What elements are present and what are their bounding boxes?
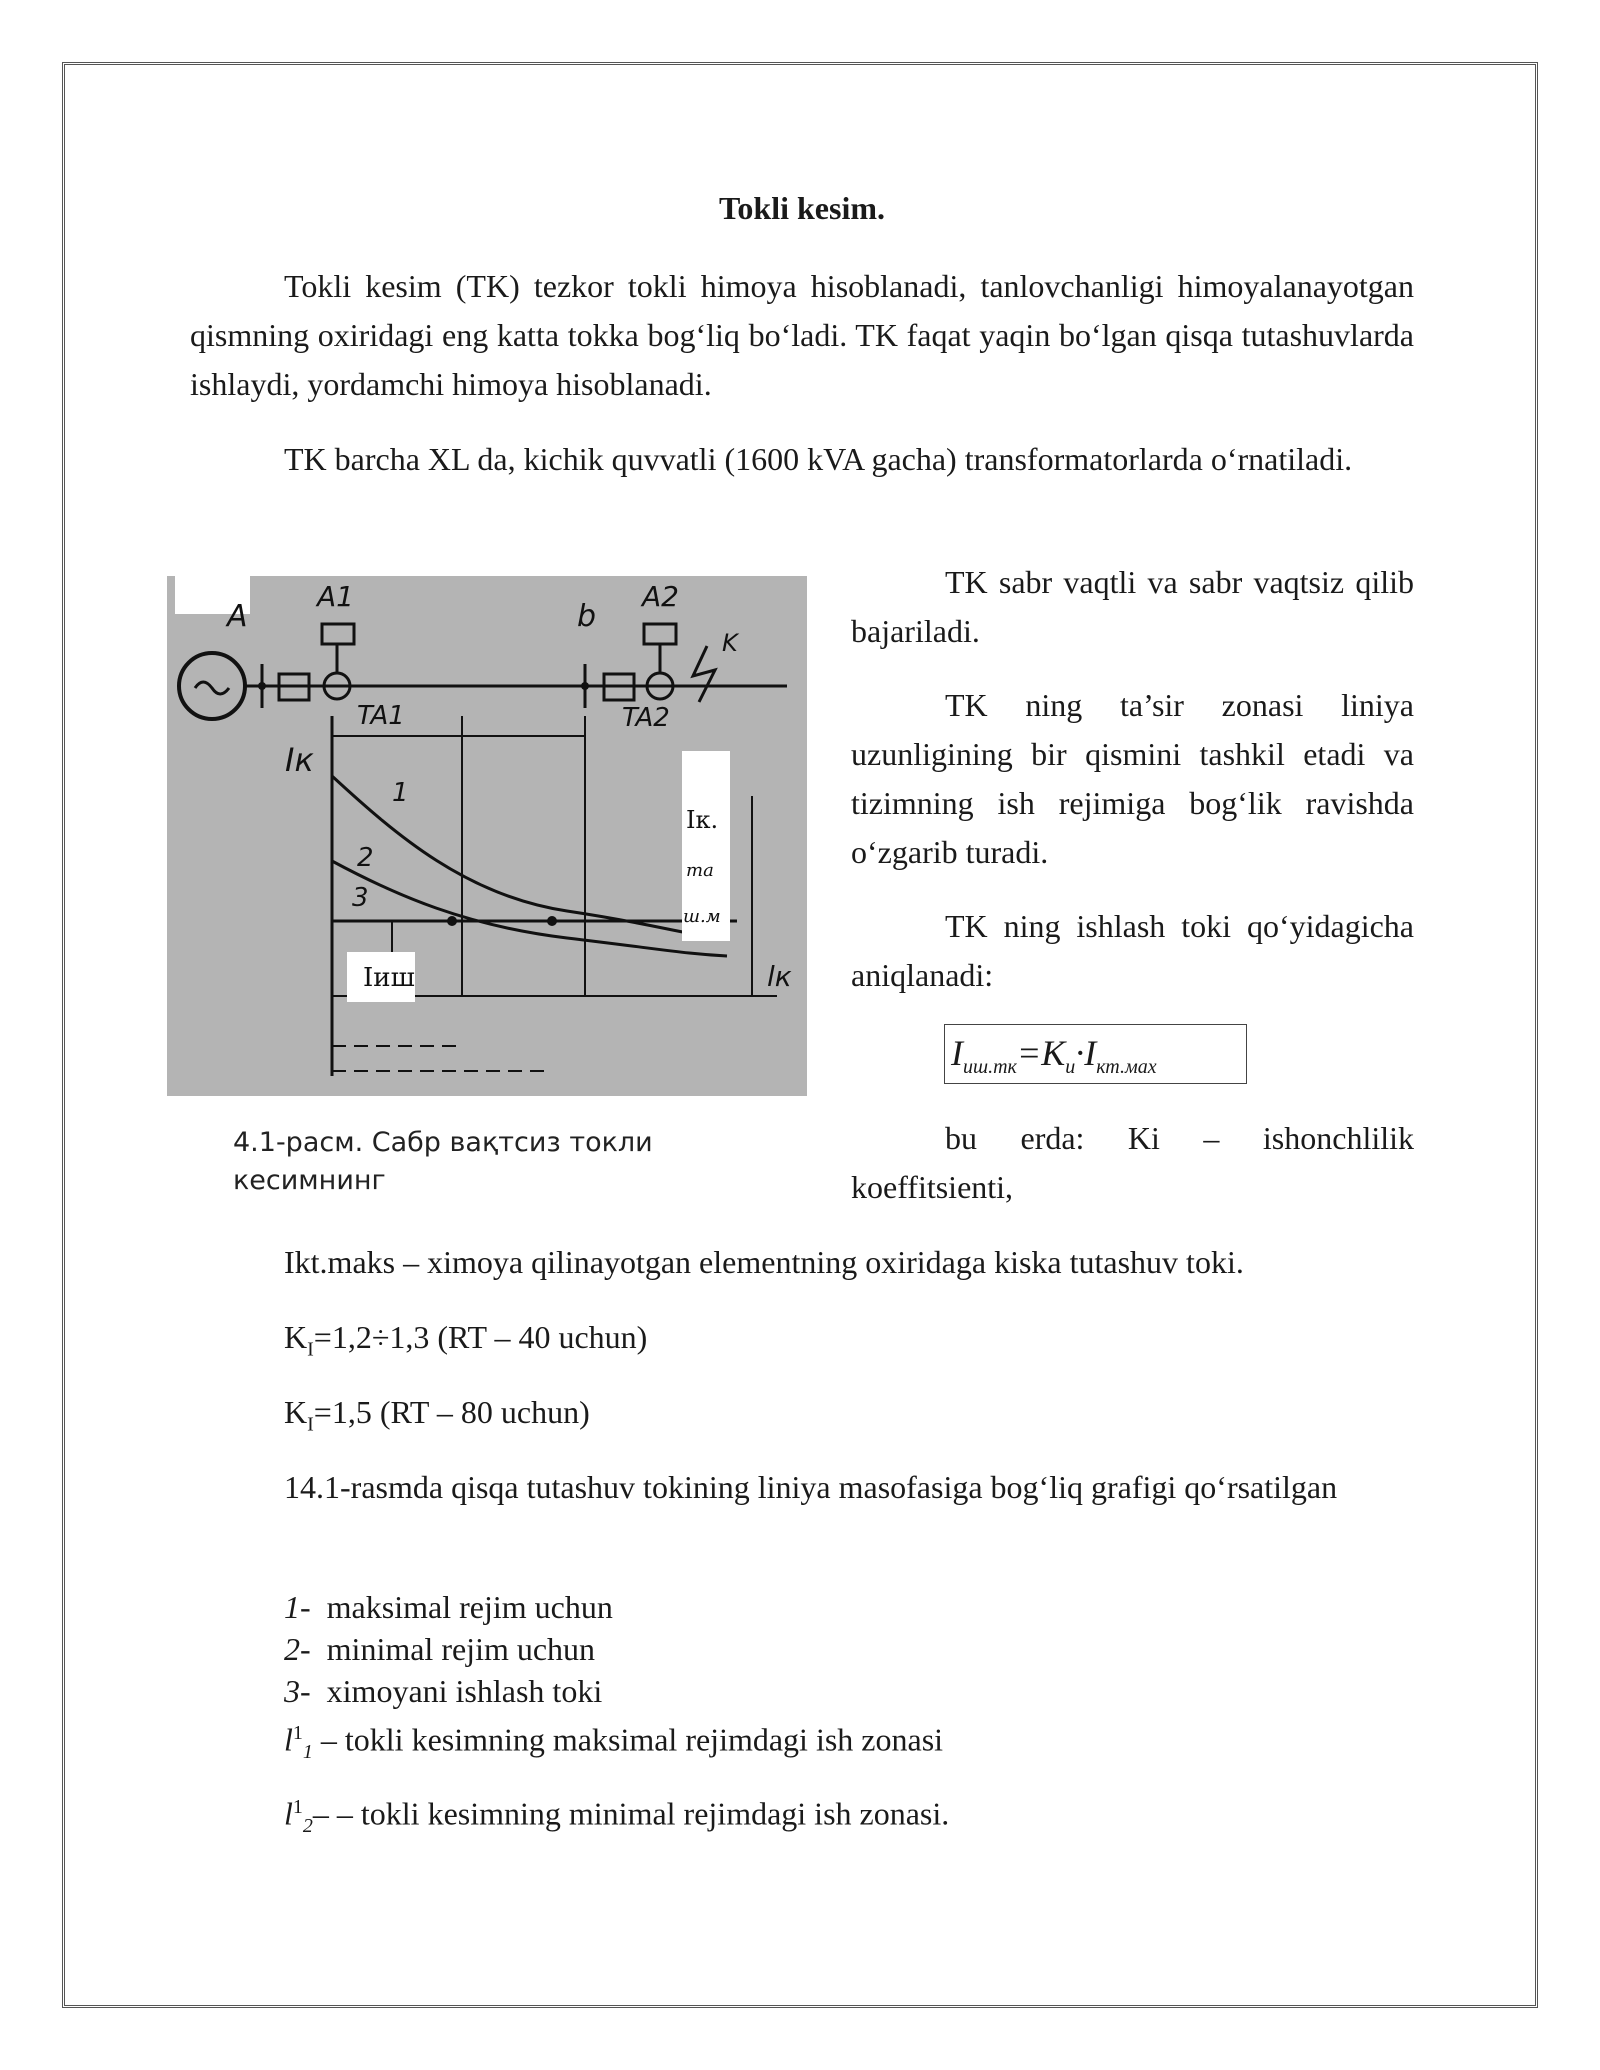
tk-characteristic-diagram [167, 576, 807, 1096]
label-b: b [577, 599, 597, 634]
label-ikt-line2: та [686, 860, 714, 881]
fault-arrow [693, 646, 715, 702]
formula-sub-ish: иш.тк [963, 1056, 1017, 1079]
list-item-zone2: $l^1_2-$ – tokli kesimning minimal rejimdagi ish zonasi. [284, 1795, 950, 1838]
curve-label-1: 1 [392, 778, 409, 808]
list-item: 2- minimal rejim uchun [284, 1631, 596, 1667]
paragraph-zone: TK ning ta’sir zonasi liniya uzunligining bir qismini tashkil etadi va tizimning ish rejimiga bog‘lik ravishda o‘zgarib turadi. [851, 687, 1414, 870]
label-a: A [227, 599, 248, 634]
formula-i: I [951, 1033, 963, 1073]
label-ik: Iк [285, 741, 314, 779]
list-item-zone1: $l^1_1$ – tokli kesimning maksimal rejimdagi ish zonasi [284, 1721, 944, 1764]
figure-caption: 4.1-расм. Сабр вақтсиз токли кесимнинг [233, 1127, 653, 1196]
label-ta1: TA1 [357, 701, 405, 731]
ki-value-rt40: $K_I=1,2\div 1,3$ (RT – 40 uchun) [284, 1319, 648, 1361]
paragraph-pickup: TK ning ishlash toki qo‘yidagicha aniqlanadi: [851, 908, 1414, 993]
formula-eq-k: =K [1016, 1033, 1066, 1073]
paragraph-ki-definition: bu erda: Ki – ishonchlilik koeffitsienti, [851, 1120, 1414, 1205]
label-ikt-line1: Iк. [686, 806, 719, 834]
paragraph-graph-reference: 14.1-rasmda qisqa tutashuv tokining liniya masofasiga bog‘liq grafigi qo‘rsatilgan [284, 1469, 1338, 1505]
paragraph-delay: TK sabr vaqtli va sabr vaqtsiz qilib bajariladi. [851, 564, 1414, 649]
document-title: Tokli kesim. [719, 190, 885, 226]
label-a1: A1 [317, 580, 354, 613]
label-k: K [722, 629, 738, 657]
relay-a2 [644, 624, 676, 644]
list-item: 3- ximoyani ishlash toki [284, 1673, 603, 1709]
curve-label-3: 3 [352, 883, 369, 913]
pickup-current-formula [944, 1024, 1247, 1084]
paragraph-ikt-definition: Ikt.maks – ximoya qilinayotgan elementning oxiridaga kiska tutashuv toki. [284, 1244, 1244, 1280]
curve-label-2: 2 [357, 843, 374, 873]
list-item: 1- maksimal rejim uchun [284, 1589, 613, 1625]
label-lk: lк [767, 960, 792, 993]
relay-a1 [322, 624, 354, 644]
label-a2: A2 [642, 580, 679, 613]
paragraph-intro: Tokli kesim (TK) tezkor tokli himoya hisoblanadi, tanlovchanligi himoyalanayotgan qismning oxiridagi eng katta tokka bog‘liq bo‘ladi. TK faqat yaqin bo‘lgan qisqa tutashuvlarda ishlaydi, yordamchi himoya hisoblanadi. [190, 268, 1414, 402]
generator-wave [195, 682, 229, 694]
legend-list [284, 1586, 1414, 1773]
formula-sub-i: и [1065, 1056, 1076, 1079]
ki-value-rt80: $K_I=1,5$ (RT – 80 uchun) [284, 1394, 590, 1436]
label-ta2: TA2 [622, 703, 670, 733]
formula-dot-i: ·I [1075, 1033, 1097, 1073]
figure-diagram [167, 576, 807, 1096]
label-ish: Iиш [363, 963, 415, 993]
formula-sub-kt: кт.мах [1096, 1056, 1157, 1079]
label-ikt-line3: ш.м [683, 906, 721, 927]
paragraph-installation: TK barcha XL da, kichik quvvatli (1600 kVA gacha) transformatorlarda o‘rnatiladi. [284, 441, 1353, 477]
